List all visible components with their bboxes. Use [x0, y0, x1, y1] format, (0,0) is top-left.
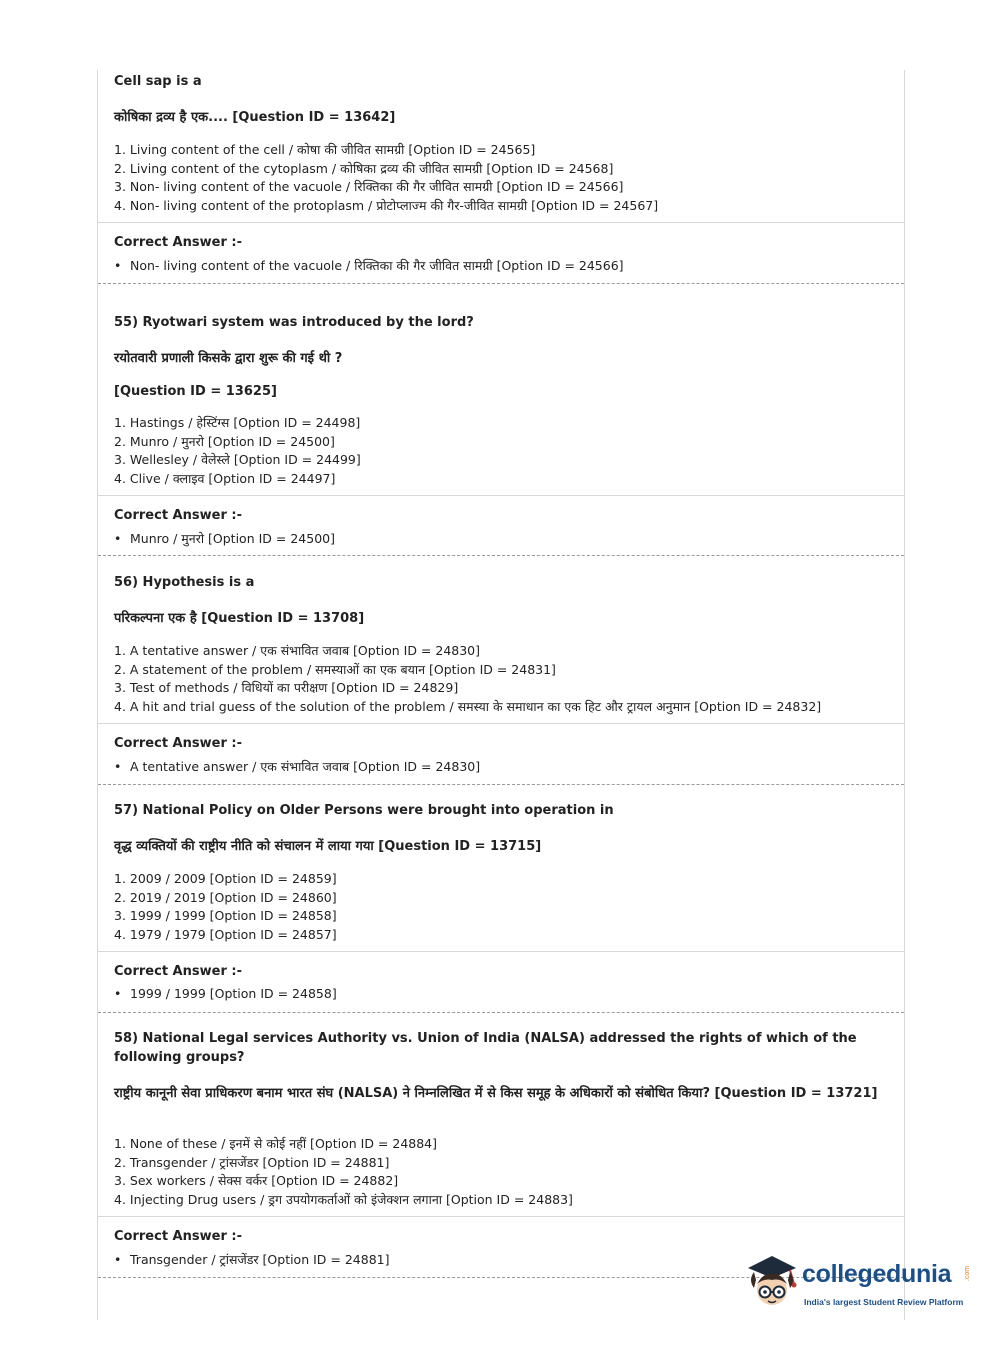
- option-item: 4. Injecting Drug users / ड्रग उपयोगकर्ताओं को इंजेक्शन लगाना [Option ID = 24883]: [114, 1191, 573, 1207]
- answer-section: [98, 723, 904, 774]
- bullet-icon: •: [114, 1252, 122, 1267]
- question-text-hindi: वृद्ध व्यक्तियों की राष्ट्रीय नीति को संचालन में लाया गया [Question ID = 13715]: [114, 839, 542, 854]
- answer-label: Correct Answer :-: [114, 508, 242, 523]
- correct-answer: [114, 530, 335, 547]
- option-item: 4. A hit and trial guess of the solution of the problem / समस्या के समाधान का एक हिट और ट्रायल अनुमान [Option ID = 24832]: [114, 698, 822, 714]
- option-item: 3. Sex workers / सेक्स वर्कर [Option ID = 24882]: [114, 1173, 399, 1189]
- answer-label: Correct Answer :-: [114, 964, 242, 979]
- correct-answer-text: Munro / मुनरो [Option ID = 24500]: [130, 531, 335, 546]
- option-item: 2. Munro / मुनरो [Option ID = 24500]: [114, 433, 335, 449]
- bullet-icon: •: [114, 759, 122, 774]
- answer-section: [98, 495, 904, 546]
- brand-tagline: India's largest Student Review Platform: [804, 1297, 964, 1307]
- question-text-hindi: राष्ट्रीय कानूनी सेवा प्राधिकरण बनाम भारत संघ (NALSA) ने निम्नलिखित में से किस समूह के अधिकारों को संबोधित किया? [Question ID = 13721]: [114, 1086, 878, 1101]
- correct-answer: [114, 758, 480, 775]
- option-item: 2. Living content of the cytoplasm / कोषिका द्रव्य की जीवित सामग्री [Option ID = 24568]: [114, 160, 614, 176]
- question-text-english: 57) National Policy on Older Persons were brought into operation in: [114, 803, 614, 818]
- correct-answer-text: 1999 / 1999 [Option ID = 24858]: [130, 986, 337, 1001]
- option-item: 2. Transgender / ट्रांसजेंडर [Option ID = 24881]: [114, 1154, 390, 1170]
- bullet-icon: •: [114, 258, 122, 273]
- option-item: 1. A tentative answer / एक संभावित जवाब [Option ID = 24830]: [114, 643, 481, 658]
- answer-label: Correct Answer :-: [114, 235, 242, 250]
- question-id: [Question ID = 13625]: [114, 384, 277, 399]
- question-text-hindi: रयोतवारी प्रणाली किसके द्वारा शुरू की गई थी ?: [114, 351, 343, 366]
- option-item: 4. Clive / क्लाइव [Option ID = 24497]: [114, 470, 336, 486]
- question-separator: [98, 784, 904, 785]
- bullet-icon: •: [114, 531, 122, 546]
- option-item: 2. A statement of the problem / समस्याओं का एक बयान [Option ID = 24831]: [114, 661, 556, 677]
- question-text-english: Cell sap is a: [114, 74, 202, 89]
- question-text-english: 58) National Legal services Authority vs. Union of India (NALSA) addressed the rights of which of the following groups?: [114, 1031, 857, 1065]
- question-text-english: 55) Ryotwari system was introduced by the lord?: [114, 315, 474, 330]
- collegedunia-logo: [744, 1250, 972, 1310]
- exam-page: [97, 70, 905, 1320]
- brand-suffix: .com: [964, 1265, 972, 1282]
- option-item: 2. 2019 / 2019 [Option ID = 24860]: [114, 889, 337, 905]
- correct-answer: [114, 986, 337, 1001]
- correct-answer: [114, 1251, 389, 1268]
- options-list: [114, 642, 894, 716]
- option-item: 3. 1999 / 1999 [Option ID = 24858]: [114, 908, 337, 924]
- answer-section: [98, 222, 904, 273]
- question-text-hindi: कोषिका द्रव्य है एक.... [Question ID = 13642]: [114, 110, 396, 125]
- option-item: 4. Non- living content of the protoplasm / प्रोटोप्लाज्म की गैर-जीवित सामग्री [Option ID = 24567]: [114, 197, 659, 213]
- correct-answer: [114, 257, 624, 274]
- options-list: [114, 141, 894, 215]
- option-item: 4. 1979 / 1979 [Option ID = 24857]: [114, 926, 337, 942]
- correct-answer-text: Non- living content of the vacuole / रिक्तिका की गैर जीवित सामग्री [Option ID = 24566]: [130, 258, 624, 273]
- question-text-hindi: परिकल्पना एक है [Question ID = 13708]: [114, 611, 365, 626]
- bullet-icon: •: [114, 986, 122, 1001]
- question-separator: [98, 283, 904, 284]
- answer-section: [98, 1216, 904, 1267]
- mascot-icon: [744, 1250, 802, 1310]
- options-list: [114, 870, 894, 944]
- option-item: 1. Living content of the cell / कोषा की जीवित सामग्री [Option ID = 24565]: [114, 142, 536, 157]
- option-item: 3. Non- living content of the vacuole / रिक्तिका की गैर जीवित सामग्री [Option ID = 24566]: [114, 179, 624, 195]
- answer-label: Correct Answer :-: [114, 1229, 242, 1244]
- option-item: 1. 2009 / 2009 [Option ID = 24859]: [114, 871, 337, 886]
- options-list: [114, 1135, 894, 1209]
- brand-name: collegedunia: [802, 1260, 952, 1288]
- option-item: 3. Wellesley / वेलेस्ले [Option ID = 24499]: [114, 452, 361, 468]
- answer-label: Correct Answer :-: [114, 736, 242, 751]
- answer-section: [98, 951, 904, 1001]
- option-item: 1. Hastings / हेस्टिंग्स [Option ID = 24498]: [114, 415, 361, 430]
- option-item: 1. None of these / इनमें से कोई नहीं [Option ID = 24884]: [114, 1136, 438, 1151]
- correct-answer-text: Transgender / ट्रांसजेंडर [Option ID = 24881]: [130, 1252, 390, 1267]
- question-separator: [98, 1012, 904, 1013]
- correct-answer-text: A tentative answer / एक संभावित जवाब [Option ID = 24830]: [130, 759, 481, 774]
- options-list: [114, 414, 894, 488]
- question-text-english: 56) Hypothesis is a: [114, 575, 255, 590]
- question-separator: [98, 555, 904, 556]
- option-item: 3. Test of methods / विधियों का परीक्षण [Option ID = 24829]: [114, 680, 459, 696]
